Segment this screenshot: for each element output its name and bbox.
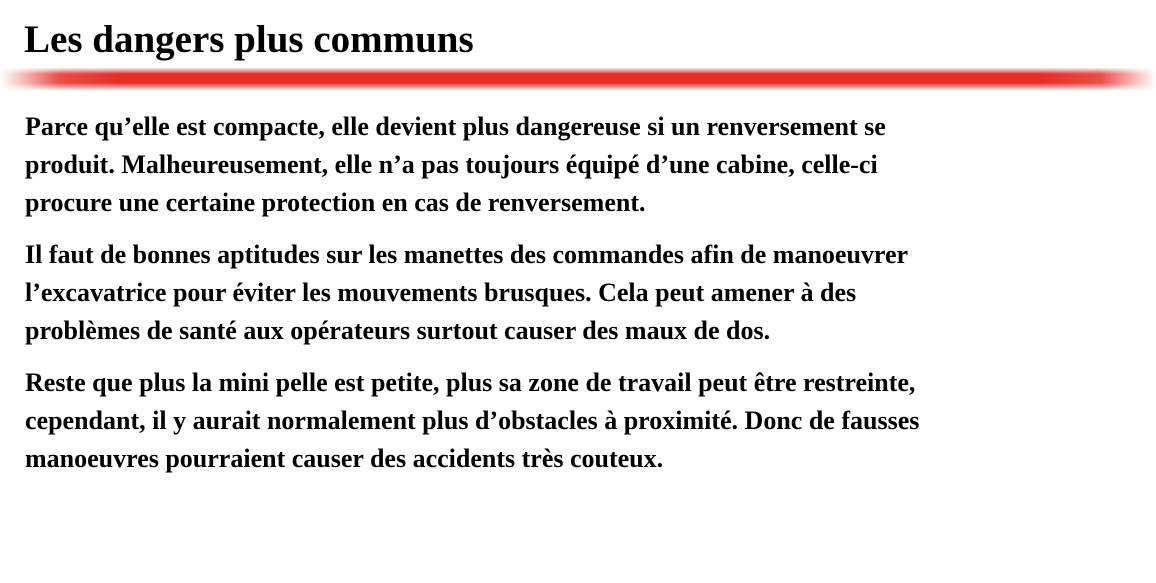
paragraph-line: Reste que plus la mini pelle est petite, plus sa zone de travail peut être restreinte, <box>25 368 916 397</box>
paragraph-line: produit. Malheureusement, elle n’a pas toujours équipé d’une cabine, celle-ci <box>25 150 878 179</box>
title-underline-bar <box>0 68 1156 90</box>
paragraph-line: procure une certaine protection en cas de renversement. <box>25 188 646 217</box>
paragraph-line: l’excavatrice pour éviter les mouvements brusques. Cela peut amener à des <box>25 278 857 307</box>
paragraph-line: manoeuvres pourraient causer des accidents très couteux. <box>25 444 664 473</box>
paragraph-line: problèmes de santé aux opérateurs surtout causer des maux de dos. <box>25 316 771 345</box>
page-title: Les dangers plus communs <box>24 18 474 61</box>
paragraph-zone-de-travail <box>25 364 1135 478</box>
paragraph-renversement <box>25 108 1135 222</box>
paragraph-line: Parce qu’elle est compacte, elle devient plus dangereuse si un renversement se <box>25 112 886 141</box>
paragraph-line: cependant, il y aurait normalement plus d’obstacles à proximité. Donc de fausses <box>25 406 920 435</box>
body-content <box>25 108 1135 492</box>
paragraph-aptitudes <box>25 236 1135 350</box>
paragraph-line: Il faut de bonnes aptitudes sur les manettes des commandes afin de manoeuvrer <box>25 240 909 269</box>
